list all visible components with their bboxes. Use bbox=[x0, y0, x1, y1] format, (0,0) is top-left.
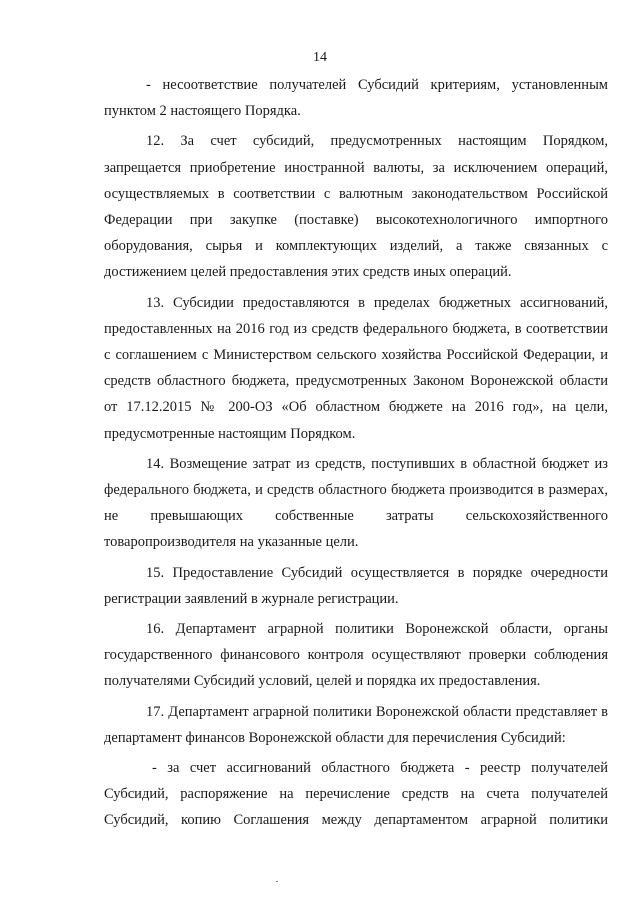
paragraph-14: 14. Возмещение затрат из средств, поступивших в областной бюджет из федерального бюджета, и средств областного бюджета производится в размерах, не превышающих собственные затраты сельскохозяйственного товаропроизводителя на указанные цели. bbox=[104, 455, 608, 551]
page-number: 14 bbox=[313, 50, 327, 65]
paragraph-15: 15. Предоставление Субсидий осуществляется в порядке очередности регистрации заявлений в журнале регистрации. bbox=[104, 564, 608, 607]
paragraph-17-list-item: - за счет ассигнований областного бюджета - реестр получателей Субсидий, распоряжение на перечисление средств на счета получателей Субсидий, копию Соглашения между департаментом аграрной политики bbox=[104, 760, 608, 829]
paragraph-continuation: - несоответствие получателей Субсидий критериям, установленным пунктом 2 настоящего Порядка. bbox=[104, 77, 608, 120]
paragraph-16: 16. Департамент аграрной политики Воронежской области, органы государственного финансового контроля осуществляют проверки соблюдения получателями Субсидий условий, целей и порядка их предоставления. bbox=[104, 621, 608, 690]
scan-speck bbox=[276, 881, 278, 882]
document-body bbox=[104, 72, 608, 838]
paragraph-13: 13. Субсидии предоставляются в пределах бюджетных ассигнований, предоставленных на 2016 год из средств федерального бюджета, в соответствии с соглашением с Министерством сельского хозяйства Российской Федерации, и средств областного бюджета, предусмотренных Законом Воронежской области от 17.12.2015 № 200-ОЗ «Об областном бюджете на 2016 год», на цели, предусмотренные настоящим Порядком. bbox=[104, 294, 608, 442]
paragraph-17: 17. Департамент аграрной политики Воронежской области представляет в департамент финансов Воронежской области для перечисления Субсидий: bbox=[104, 703, 608, 746]
paragraph-12: 12. За счет субсидий, предусмотренных настоящим Порядком, запрещается приобретение иностранной валюты, за исключением операций, осуществляемых в соответствии с валютным законодательством Российской Федерации при закупке (поставке) высокотехнологичного импортного оборудования, сырья и комплектующих изделий, а также связанных с достижением целей предоставления этих средств иных операций. bbox=[104, 133, 608, 281]
